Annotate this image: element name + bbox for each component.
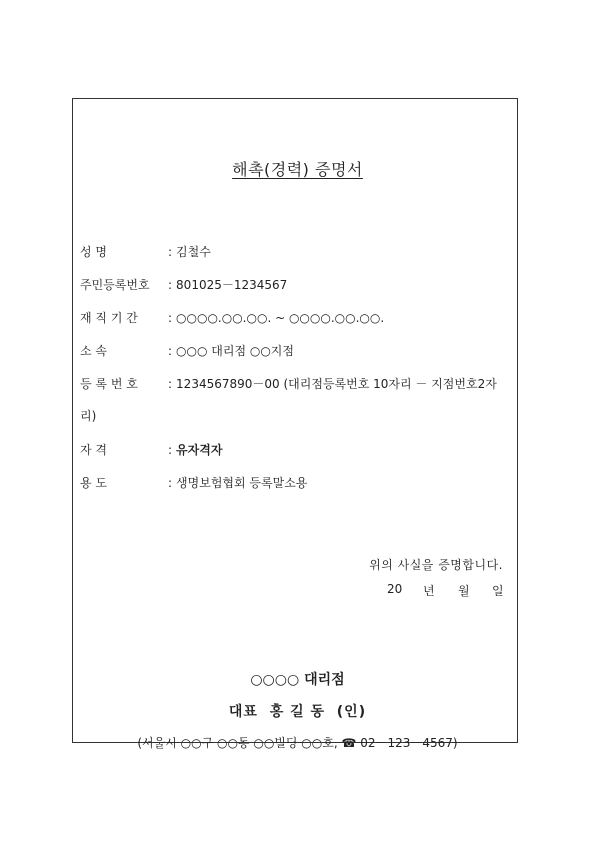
field-row-employment-period [80,309,384,326]
field-value-continuation: 리) [80,409,97,423]
date-year-unit: 년 [423,584,435,598]
field-label: 재 직 기 간 [80,311,138,325]
field-row-purpose [80,474,307,491]
field-label: 소 속 [80,344,107,358]
date-year: 20 [387,582,403,596]
date-line [387,582,505,596]
field-value: 김철수 [176,245,211,259]
representative-signature: 대표 홍 길 동 (인) [228,704,367,720]
field-value: 생명보험협회 등록말소용 [176,476,308,490]
date-month-unit: 월 [458,584,470,598]
field-value: 유자격자 [176,443,223,457]
field-separator: : [168,443,173,457]
field-separator: : [168,344,173,358]
field-label: 용 도 [80,476,107,490]
field-value: 1234567890－00 (대리점등록번호 10자리 － 지점번호2자 [176,377,497,391]
field-row-qualification [80,441,222,458]
field-separator: : [168,278,173,292]
agency-name: ○○○○ 대리점 [250,672,345,688]
field-row-registration-number [80,375,497,392]
field-label: 자 격 [80,443,107,457]
field-row-affiliation [80,342,294,359]
field-value: ○○○○.○○.○○. ~ ○○○○.○○.○○. [176,311,385,325]
field-separator: : [168,476,173,490]
field-label: 주민등록번호 [80,278,150,292]
field-separator: : [168,311,173,325]
agency-address: (서울시 ○○구 ○○동 ○○빌딩 ○○호, ☎ 02－123－4567) [137,736,458,750]
field-row-name [80,243,211,260]
certify-statement: 위의 사실을 증명합니다. [369,558,503,572]
field-label: 성 명 [80,245,107,259]
field-row-registration-number-cont [80,407,96,424]
document-frame [72,98,518,743]
field-value: 801025－1234567 [176,278,288,292]
field-label: 등 록 번 호 [80,377,138,391]
field-value: ○○○ 대리점 ○○지점 [176,344,294,358]
document-title: 해촉(경력) 증명서 [232,160,363,179]
field-row-resident-number [80,276,287,293]
field-separator: : [168,245,173,259]
date-day-unit: 일 [492,584,504,598]
field-separator: : [168,377,173,391]
